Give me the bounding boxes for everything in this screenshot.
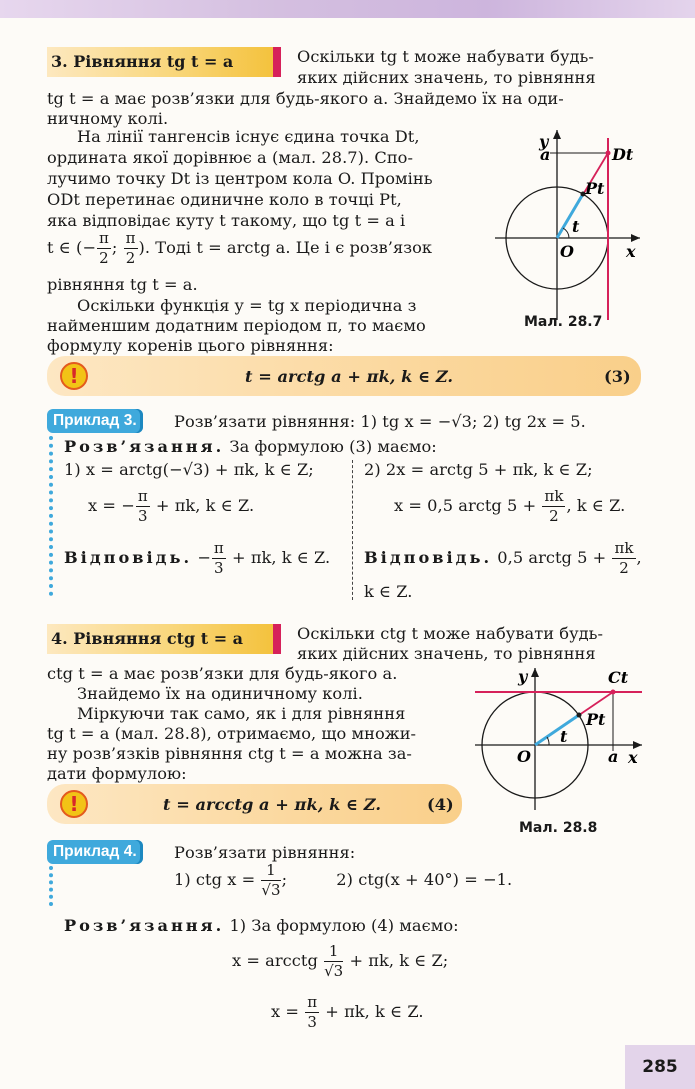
fig1-label-p: Pt (585, 179, 605, 198)
figure-28-8-caption: Мал. 28.8 (519, 820, 598, 836)
figure-28-7 (490, 120, 650, 330)
frac-pi-2-a: $\frac{\pi}{2}$ (98, 229, 109, 267)
fig1-label-y: y (539, 132, 549, 151)
ex4-solution-line-1: x = arcctg $\frac{1}{√3}$ + πk, k ∈ Z; (232, 942, 449, 980)
page-number: 285 (625, 1045, 695, 1089)
ex3-col2-line-1: 2) 2x = arctg 5 + πk, k ∈ Z; (364, 460, 593, 479)
example-3-badge: Приклад 3. (47, 409, 143, 433)
point-d (606, 151, 611, 156)
s3-intro-line-3: tg t = a має розв’язки для будь-якого a. Знайдемо їх на оди- (47, 89, 564, 108)
section-4-header-text: 4. Рівняння ctg t = a (51, 629, 244, 648)
figure-28-7-caption: Мал. 28.7 (524, 314, 603, 330)
fig1-label-a: a (540, 145, 551, 164)
formula-4-number: (4) (427, 795, 454, 814)
example-4-solution-line: Розв’язання. 1) За формулою (4) маємо: (64, 916, 459, 935)
section-4-header (47, 624, 281, 654)
s3-p1-line-2: ордината якої дорівнює a (мал. 28.7). Спо- (47, 148, 413, 167)
ex3-col1-line-1: 1) x = arctg(−√3) + πk, k ∈ Z; (64, 460, 314, 479)
formula-3: t = arctg a + πk, k ∈ Z. (245, 367, 454, 386)
s4-intro-line-1: Оскільки ctg t може набувати будь- (297, 624, 604, 643)
fig1-label-x: x (626, 242, 636, 261)
s4-p1-line-1: Знайдемо їх на одиничному колі. (77, 684, 363, 703)
point-p (577, 713, 582, 718)
fig1-label-t: t (572, 217, 580, 236)
s3-p2-line-3: формулу коренів цього рівняння: (47, 336, 334, 355)
s3-p1-line-7: рівняння tg t = a. (47, 275, 198, 294)
fig1-label-o: O (560, 242, 574, 261)
ex3-col2-answer-line-2: k ∈ Z. (364, 582, 413, 601)
top-decorative-band (0, 0, 695, 18)
ex3-col2-answer: Відповідь. 0,5 arctg 5 + $\frac{\pi k}{2}$ , (364, 539, 642, 577)
point-c (611, 690, 616, 695)
s3-p1-line-1: На лінії тангенсів існує єдина точка Dt, (77, 127, 420, 146)
example-3-task: Розв’язати рівняння: 1) tg x = −√3; 2) tg 2x = 5. (174, 412, 586, 431)
s3-intro-line-1: Оскільки tg t може набувати будь- (297, 47, 594, 66)
ex3-col2-line-2: x = 0,5 arctg 5 + $\frac{\pi k}{2}$ , k ∈ Z. (394, 487, 626, 525)
ex3-col1-line-2: x = − $\frac{\pi}{3}$ + πk, k ∈ Z. (88, 487, 255, 525)
ex3-col1-answer: Відповідь. − $\frac{\pi}{3}$ + πk, k ∈ Z. (64, 539, 331, 577)
s3-p2-line-2: найменшим додатним періодом π, то маємо (47, 316, 426, 335)
fig1-label-d: Dt (612, 145, 634, 164)
example-4-equations: 1) ctg x = $\frac{1}{√3}$ ; 2) ctg(x + 40°) = −1. (174, 861, 513, 899)
s4-intro-line-3: ctg t = a має розв’язки для будь-якого a. (47, 664, 398, 683)
fig2-label-p: Pt (586, 710, 606, 729)
angle-t-arc (547, 737, 549, 745)
figure-28-8 (470, 665, 650, 815)
exclamation-icon: ! (60, 790, 88, 818)
s3-intro-line-4: ничному колі. (47, 109, 169, 128)
frac-pi-2-b: $\frac{\pi}{2}$ (125, 229, 136, 267)
example-4-dotted-rule (49, 866, 53, 906)
fig2-label-o: O (517, 747, 531, 766)
s3-p2-line-1: Оскільки функція y = tg x періодична з (77, 296, 417, 315)
s3-p1-line-3: лучимо точку Dt із центром кола O. Промінь (47, 169, 433, 188)
example-3-dotted-rule (49, 436, 53, 596)
example-4-badge: Приклад 4. (47, 840, 143, 864)
formula-4: t = arcctg a + πk, k ∈ Z. (163, 795, 382, 814)
y-axis-arrow (553, 130, 561, 139)
fig2-label-y: y (518, 667, 528, 686)
example-3-column-divider (352, 460, 353, 600)
s4-p2-line-4: дати формулою: (47, 764, 187, 783)
s3-intro-line-2: яких дійсних значень, то рівняння (297, 68, 596, 87)
s4-p2-line-2: tg t = a (мал. 28.8), отримаємо, що множи- (47, 724, 417, 743)
section-3-header-text: 3. Рівняння tg t = a (51, 52, 234, 71)
fig2-label-t: t (560, 727, 568, 746)
s3-p1-line-6: t ∈ (− $\frac{\pi}{2}$ ; $\frac{\pi}{2}$ ). Тоді t = arctg a. Це і є розв’язок (47, 229, 433, 267)
ex4-solution-line-2: x = $\frac{\pi}{3}$ + πk, k ∈ Z. (271, 993, 424, 1031)
formula-3-number: (3) (604, 367, 631, 386)
exclamation-icon: ! (60, 362, 88, 390)
y-axis-arrow (531, 668, 539, 677)
fig2-label-x: x (628, 748, 638, 767)
x-axis-arrow (631, 234, 640, 242)
fig2-label-c: Ct (608, 668, 629, 687)
example-4-task: Розв’язати рівняння: (174, 843, 356, 862)
s4-p2-line-3: ну розв’язків рівняння ctg t = a можна за- (47, 744, 412, 763)
s4-p2-line-1: Міркуючи так само, як і для рівняння (77, 704, 406, 723)
example-3-solution-line: Розв’язання. За формулою (3) маємо: (64, 437, 437, 456)
angle-t-arc (563, 228, 569, 238)
s4-intro-line-2: яких дійсних значень, то рівняння (297, 644, 596, 663)
section-3-header (47, 47, 281, 77)
s3-p1-line-5: яка відповідає куту t такому, що tg t = a і (47, 211, 406, 230)
radius-op (535, 715, 579, 745)
s3-p1-line-4: ODt перетинає одиничне коло в точці Pt, (47, 190, 402, 209)
fig2-label-a: a (608, 747, 619, 766)
